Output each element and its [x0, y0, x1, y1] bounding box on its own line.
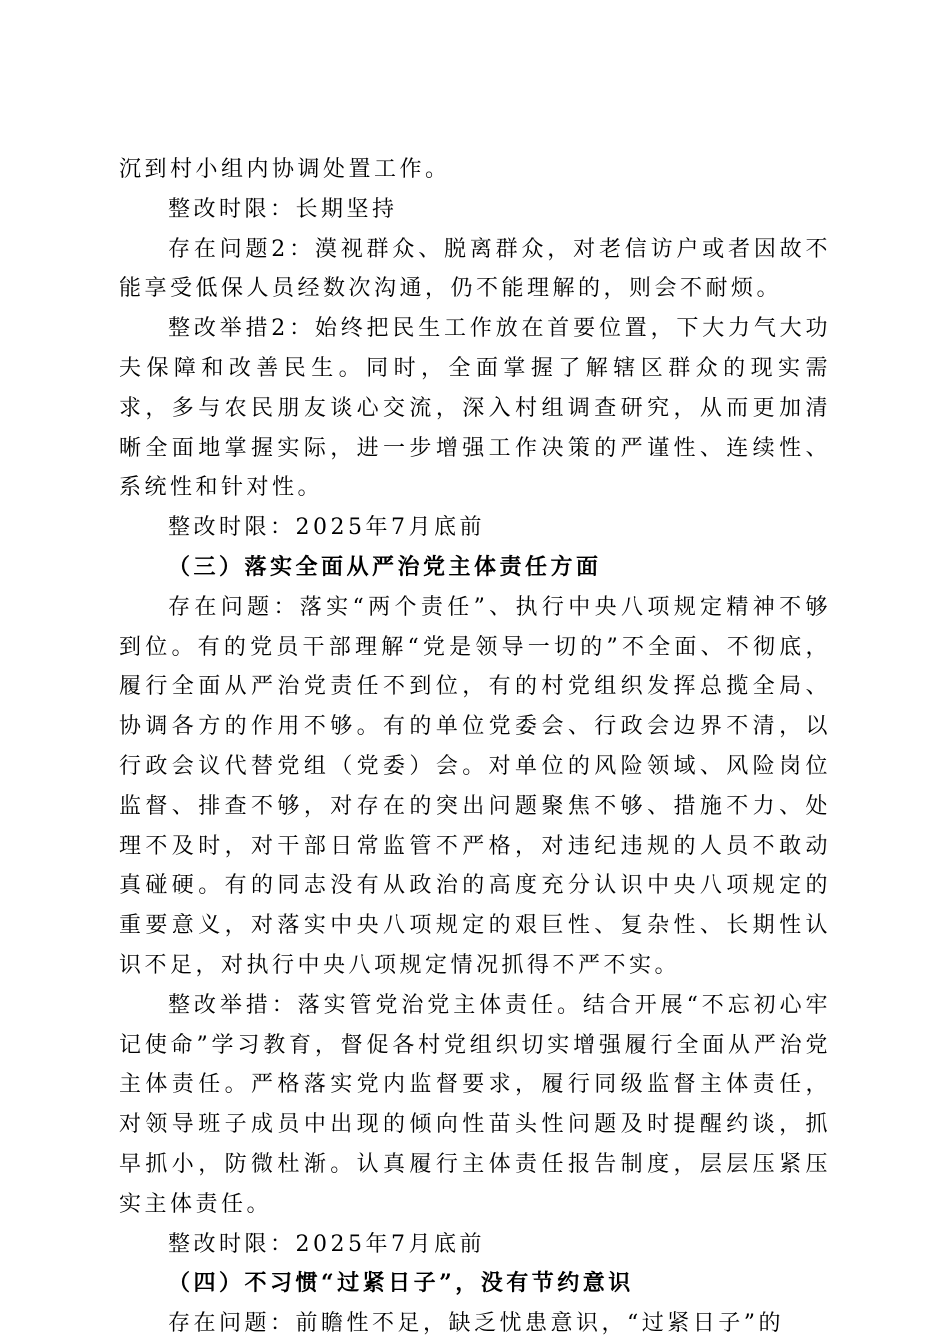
paragraph-problem-2: 存在问题2：漠视群众、脱离群众，对老信访户或者因故不能享受低保人员经数次沟通，仍不能理解的，则会不耐烦。	[119, 236, 831, 302]
paragraph-deadline: 整改时限：长期坚持	[168, 196, 398, 222]
paragraph-measure-2: 整改举措2：始终把民生工作放在首要位置，下大力气大功夫保障和改善民生。同时，全面掌握了解辖区群众的现实需求，多与农民朋友谈心交流，深入村组调查研究，从而更加清晰全面地掌握实际，进一步增强工作决策的严谨性、连续性、系统性和针对性。	[119, 316, 831, 501]
section-heading-3: （三）落实全面从严治党主体责任方面	[168, 553, 602, 580]
paragraph-problem-4: 存在问题：前瞻性不足，缺乏忧患意识，“过紧日子”的	[168, 1311, 784, 1337]
paragraph-problem-3: 存在问题：落实“两个责任”、执行中央八项规定精神不够到位。有的党员干部理解“党是领导一切的”不全面、不彻底，履行全面从严治党责任不到位，有的村党组织发挥总揽全局、协调各方的作用不够。有的单位党委会、行政会边界不清，以行政会议代替党组（党委）会。对单位的风险领域、风险岗位监督、排查不够，对存在的突出问题聚焦不够、措施不力、处理不及时，对干部日常监管不严格，对违纪违规的人员不敢动真碰硬。有的同志没有从政治的高度充分认识中央八项规定的重要意义，对落实中央八项规定的艰巨性、复杂性、长期性认识不足，对执行中央八项规定情况抓得不严不实。	[119, 594, 831, 978]
section-heading-4: （四）不习惯“过紧日子”，没有节约意识	[168, 1270, 634, 1297]
paragraph-deadline: 整改时限：2025年7月底前	[168, 1231, 485, 1257]
paragraph-deadline: 整改时限：2025年7月底前	[168, 515, 485, 541]
document-body	[119, 150, 831, 1344]
paragraph-measure-3: 整改举措：落实管党治党主体责任。结合开展“不忘初心牢记使命”学习教育，督促各村党组织切实增强履行全面从严治党主体责任。严格落实党内监督要求，履行同级监督主体责任，对领导班子成员中出现的倾向性苗头性问题及时提醒约谈，抓早抓小，防微杜渐。认真履行主体责任报告制度，层层压紧压实主体责任。	[119, 992, 831, 1217]
paragraph-continuation: 沉到村小组内协调处置工作。	[119, 157, 451, 182]
